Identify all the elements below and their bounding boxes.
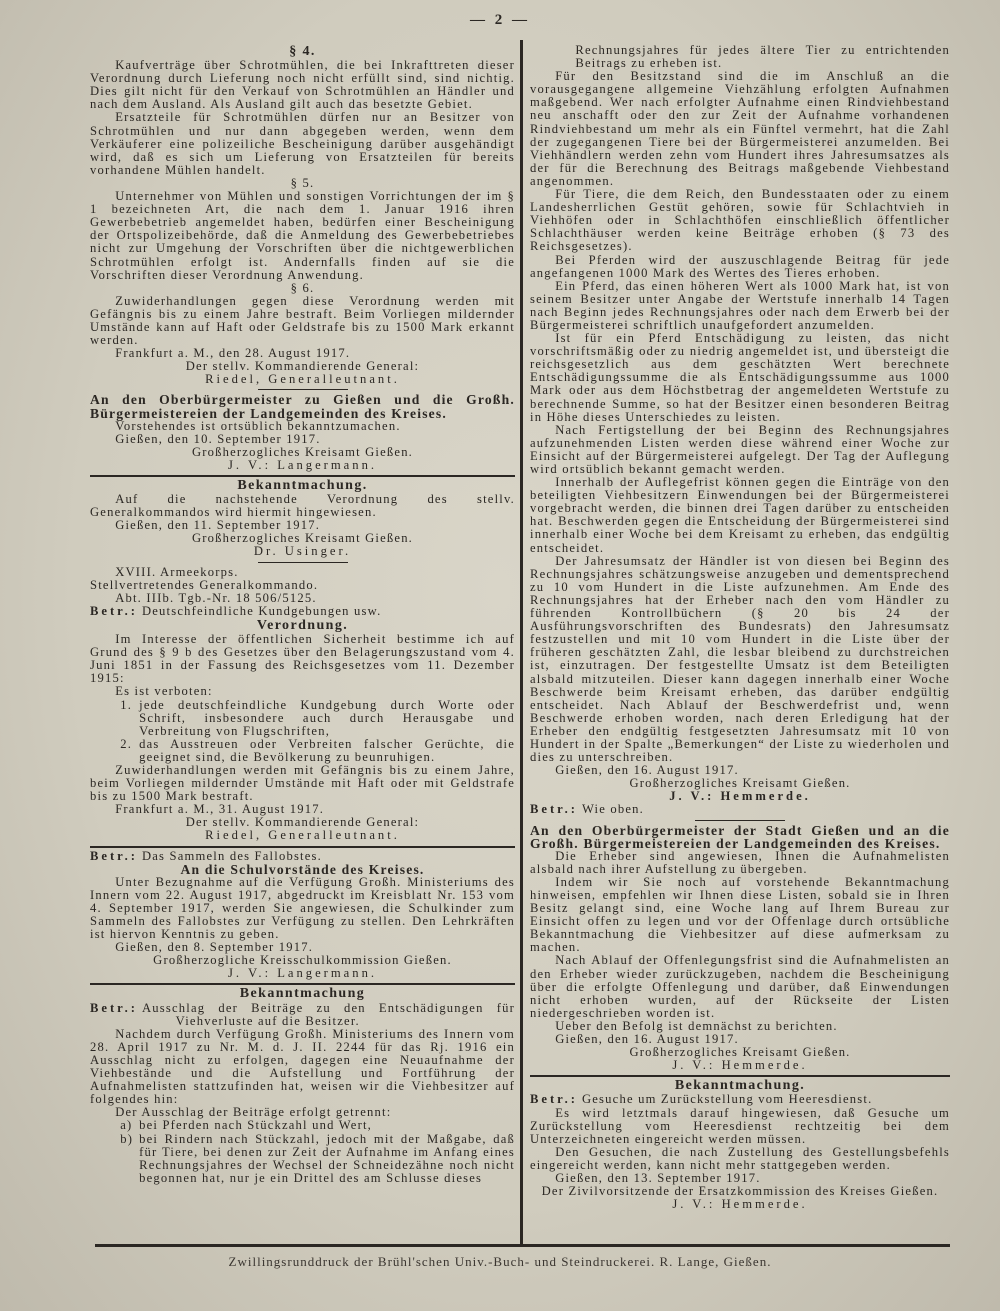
paragraph: Den Gesuchen, die nach Zustellung des Gestellungsbefehls eingereicht werden, kann nicht mehr stattgegeben werden. <box>530 1144 950 1172</box>
address-heading: An den Oberbürgermeister zu Gießen und die Großh. Bürgermeistereien der Landgemeinden des Kreises. <box>90 392 515 421</box>
section-rule <box>530 1075 950 1077</box>
paragraph: Im Interesse der öffentlichen Sicherheit bestimme ich auf Grund des § 9 b des Gesetzes über den Belagerungszustand vom 4. Juni 1851 in der Fassung des Reichsgesetzes vom 11. Dezember 1915: <box>90 632 515 686</box>
subject-label: Betr.: <box>530 802 578 817</box>
paragraph: Frankfurt a. M., 31. August 1917. <box>115 802 325 817</box>
centered-line: § 6. <box>290 280 315 295</box>
address-heading: An die Schulvorstände des Kreises. <box>180 861 425 877</box>
subject-label: Betr.: <box>90 603 138 618</box>
paragraph: Für Tiere, die dem Reich, den Bundesstaaten oder zu einem Landesherrlichen Gestüt gehören, sowie für Schlachtvieh in Viehhöfen oder in Schlachthöfen einschließlich öffentlicher Schlachthäuser werden keine Beiträge erhoben (§ 73 des Reichsgesetzes). <box>530 187 950 254</box>
paragraph: Bei Pferden wird der auszuschlagende Beitrag für jede angefangenen 1000 Mark des Wertes des Tieres erhoben. <box>530 252 950 280</box>
list-item <box>90 699 515 738</box>
paragraph: Vorstehendes ist ortsüblich bekanntzumachen. <box>115 418 401 433</box>
subject-text: Gesuche um Zurückstellung vom Heeresdienst. <box>581 1092 873 1107</box>
subject-text: Deutschfeindliche Kundgebungen usw. <box>141 603 382 618</box>
list-marker: 1. <box>120 697 133 712</box>
list-text: jede deutschfeindliche Kundgebung durch Worte oder Schrift, insbesondere auch durch Herausgabe und Verbreitung von Flugschriften, <box>139 697 515 738</box>
right-column <box>530 44 950 1211</box>
paragraph: Ersatzteile für Schrotmühlen dürfen nur an Besitzer von Schrotmühlen und nur dann abgegeben werden, wenn dem Verkäuferer eine polizeiliche Bescheinigung darüber ausgehändigt wird, daß es sich um Lieferung von Ersatzteilen für bereits vorhandene Mühlen handelt. <box>90 110 515 177</box>
paragraph: Innerhalb der Auflegefrist können gegen die Einträge von den beteiligten Viehbesitzern Einwendungen bei der Bürgermeisterei vorgebracht werden, die binnen drei Tagen darüber zu entscheiden hat. Beschwerden gegen die Entscheidung der Bürgermeisterei sind innerhalb einer Woche bei dem Kreisamt zu erheben, das endgültig entscheidet. <box>530 475 950 555</box>
list-text: das Ausstreuen oder Verbreiten falscher Gerüchte, die geeignet sind, die Bevölkerung zu beunruhigen. <box>139 736 515 764</box>
subject-line <box>90 1002 515 1028</box>
paragraph: Zuwiderhandlungen gegen diese Verordnung werden mit Gefängnis bis zu einem Jahre bestraft. Beim Vorliegen mildernder Umstände kann auf Haft oder Geldstrafe bis zu 1500 Mark erkannt werden. <box>90 293 515 348</box>
list-item <box>90 1119 515 1132</box>
paragraph-continuation: Rechnungsjahres für jedes ältere Tier zu entrichtenden Beitrags zu erheben ist. <box>575 43 950 71</box>
paragraph: Kaufverträge über Schrotmühlen, die bei Inkrafttreten dieser Verordnung durch Lieferung noch nicht erfüllt sind, sind nichtig. Dies gilt nicht für den Verkauf von Schrotmühlen an Händler und nach dem Ausland. Als Ausland gilt auch das besetzte Gebiet. <box>90 58 515 112</box>
subject-label: Betr.: <box>90 1000 138 1015</box>
list-text: bei Pferden nach Stückzahl und Wert, <box>139 1118 373 1133</box>
column-divider <box>520 40 523 1245</box>
section-heading: § 4. <box>289 44 316 59</box>
paragraph: Ueber den Befolg ist demnächst zu berichten. <box>555 1018 838 1033</box>
centered-line: § 5. <box>290 175 315 190</box>
text-line: Abt. IIIb. Tgb.-Nr. 18 506/5125. <box>115 590 317 605</box>
signature: Riedel, Generalleutnant. <box>205 372 400 387</box>
paragraph: Für den Besitzstand sind die im Anschluß an die vorausgegangene allgemeine Viehzählung erfolgten Aufnahmen maßgebend. Wer nach erfolgter Aufnahme einen Rindviehbestand neu anschafft oder den zur Zeit der Aufnahme vorhandenen Rindviehbestand um mehr als ein Fünftel vermehrt, hat die Zahl der zugegangenen Tiere bei der Bürgermeisterei anzumelden. Bei Viehhändlern werden zehn vom Hundert ihres Jahresumsatzes als der für die Berechnung des Beitrags maßgebende Viehbestand angenommen. <box>530 69 950 188</box>
centered-line: Der Zivilvorsitzende der Ersatzkommission des Kreises Gießen. <box>541 1184 939 1199</box>
signature: J. V.: Hemmerde. <box>672 1197 808 1212</box>
paragraph: Nachdem durch Verfügung Großh. Ministeriums des Innern vom 28. April 1917 zu Nr. M. d. J. II. 2244 für das Rj. 1916 ein Ausschlag nicht zu erfolgen, dagegen eine Neuaufnahme der Viehbestände und die Aufstellung und Fortführung der Aufnahmelisten stattzufinden hat, weisen wir die Viehbesitzer auf folgendes hin: <box>90 1026 515 1107</box>
list-marker: b) <box>120 1131 134 1146</box>
section-heading: Verordnung. <box>256 617 349 633</box>
short-rule <box>258 389 348 390</box>
paragraph: Indem wir Sie noch auf vorstehende Bekanntmachung hinweisen, empfehlen wir Ihnen diese Listen, sobald sie in Ihren Besitz gelangt sind, eine Woche lang auf Ihrem Bureau zur Einsicht offen zu legen und vor der Offenlage durch ortsübliche Bekanntmachung die Viehbesitzer auf diese aufmerksam zu machen. <box>530 874 950 955</box>
signature: J. V.: Langermann. <box>227 457 378 472</box>
centered-line: Großherzogliche Kreisschulkommission Gießen. <box>153 953 452 968</box>
centered-line: Großherzogliches Kreisamt Gießen. <box>629 1045 851 1060</box>
subject-text: Wie oben. <box>581 802 645 817</box>
section-heading: Bekanntmachung <box>239 986 366 1002</box>
paragraph: Die Erheber sind angewiesen, Ihnen die Aufnahmelisten alsbald nach ihrer Aufstellung zu übergeben. <box>530 848 950 876</box>
subject-line <box>90 850 515 863</box>
section-heading: Bekanntmachung. <box>237 478 368 493</box>
printer-imprint: Zwillingsrunddruck der Brühl'schen Univ.-Buch- und Steindruckerei. R. Lange, Gießen. <box>228 1254 772 1269</box>
subject-label: Betr.: <box>90 848 138 863</box>
paragraph: Unter Bezugnahme auf die Verfügung Großh. Ministeriums des Innern vom 22. August 1917, abgedruckt im Kreisblatt Nr. 153 vom 4. September 1917, werden Sie angewiesen, die Schulkinder zum Sammeln des Fallobstes zur Verfügung zu stellen. Den Lehrkräften ist hiervon Kenntnis zu geben. <box>90 874 515 942</box>
subject-line <box>90 605 515 618</box>
paragraph: Unternehmer von Mühlen und sonstigen Vorrichtungen der im § 1 bezeichneten Art, die nach dem 1. Januar 1916 ihren Gewerbebetrieb angemeldet haben, bedürfen einer Bescheinigung der Ortspolizeibehörde, daß die Anmeldung des Gewerbebetriebes nicht zur Umgehung der Vorschriften über die nichtgewerblichen Schrotmühlen erfolgt ist. Andernfalls finden auf sie die Vorschriften dieser Verordnung Anwendung. <box>90 189 515 282</box>
paragraph: Auf die nachstehende Verordnung des stellv. Generalkommandos wird hiermit hingewiesen. <box>90 492 515 520</box>
paragraph: Der Jahresumsatz der Händler ist von diesen bei Beginn des Rechnungsjahres schätzungsweise anzugeben und dementsprechend zu 10 vom Hundert in die Liste aufzunehmen. Am Ende des Rechnungsjahres hat der Erheber nach den vom Händler zu führenden Kontrollbüchern (§ 20 bis 24 der Ausführungsvorschriften des Bundesrats) den Jahresumsatz festzustellen und mit 10 vom Hundert in die Liste über der früheren geschätzten Zahl, die lesbar bleibend zu durchstreichen ist, einzutragen. Der festgestellte Umsatz ist dem Beteiligten alsbald mitzuteilen. Dieser kann dagegen innerhalb einer Woche Beschwerde beim Kreisamt erheben, das darüber endgültig entscheidet. Nach Ablauf der Beschwerdefrist und, wenn Beschwerde erhoben worden, nach deren Erledigung hat der Erheber den endgültig festgesetzten Jahresumsatz mit 10 von Hundert in der Spalte „Bemerkungen“ der Liste zu wiederholen und dies zu unterschreiben. <box>530 553 950 765</box>
paragraph: Es ist verboten: <box>115 684 213 699</box>
paragraph: Ein Pferd, das einen höheren Wert als 1000 Mark hat, ist von seinem Besitzer unter Angabe der Wertstufe innerhalb 14 Tagen nach Beginn jedes Rechnungsjahres oder nach dem Erwerb bei der Bürgermeisterei schriftlich unaufgefordert anzumelden. <box>530 278 950 332</box>
subject-line <box>530 803 950 816</box>
subject-text: Ausschlag der Beiträge zu den Entschädigungen für Viehverluste auf die Besitzer. <box>141 1000 515 1028</box>
paragraph: Gießen, den 13. September 1917. <box>555 1170 761 1185</box>
paragraph: Gießen, den 8. September 1917. <box>115 940 314 955</box>
short-rule <box>258 562 348 563</box>
paragraph: Nach Fertigstellung der bei Beginn des Rechnungsjahres aufzunehmenden Listen werden diese während einer Woche zur Einsicht auf der Bürgermeisterei aufgelegt. Der Tag der Auflegung wird ortsüblich bekannt gemacht werden. <box>530 422 950 476</box>
text-line: Stellvertretendes Generalkommando. <box>90 577 319 592</box>
list-marker: 2. <box>120 736 133 751</box>
signature: J. V.: Hemmerde. <box>669 789 811 804</box>
bottom-rule <box>95 1244 950 1247</box>
section-rule <box>90 983 515 985</box>
signature: J. V.: Langermann. <box>227 966 378 981</box>
list-marker: a) <box>120 1118 133 1133</box>
section-rule <box>90 846 515 848</box>
centered-line: Großherzogliches Kreisamt Gießen. <box>629 776 851 791</box>
paragraph: Gießen, den 11. September 1917. <box>115 518 321 533</box>
centered-line: Großherzogliches Kreisamt Gießen. <box>191 444 414 459</box>
short-rule <box>695 820 785 821</box>
centered-line: Großherzogliches Kreisamt Gießen. <box>191 531 414 546</box>
paragraph: Frankfurt a. M., den 28. August 1917. <box>115 346 351 361</box>
signature: Riedel, Generalleutnant. <box>205 828 400 843</box>
left-column <box>90 44 515 1185</box>
paragraph: Zuwiderhandlungen werden mit Gefängnis bis zu einem Jahre, beim Vorliegen mildernder Umstände mit Haft oder mit Geldstrafe bis zu 1500 Mark bestraft. <box>90 762 515 804</box>
centered-line: Der stellv. Kommandierende General: <box>185 815 420 830</box>
paragraph: Gießen, den 16. August 1917. <box>555 763 739 778</box>
paragraph: Nach Ablauf der Offenlegungsfrist sind die Aufnahmelisten an den Erheber wieder zurückzugeben, nachdem die Bescheinigung über die erfolgte Offenlegung und darüber, daß Einwendungen nicht erhoben wurden, auf der Rückseite der Listen niedergeschrieben worden ist. <box>530 953 950 1020</box>
signature: J. V.: Hemmerde. <box>672 1058 808 1073</box>
paragraph: Der Ausschlag der Beiträge erfolgt getrennt: <box>115 1105 392 1120</box>
list-text: bei Rindern nach Stückzahl, jedoch mit der Maßgabe, daß für Tiere, bei denen zur Zeit der Aufnahme im Anfang eines Rechnungsjahres der Wechsel der Schneidezähne noch nicht begonnen hat, nur je ein Drittel des am Schlusse dieses <box>139 1131 515 1185</box>
text-line: XVIII. Armeekorps. <box>115 564 239 579</box>
centered-line: Der stellv. Kommandierende General: <box>185 359 420 374</box>
section-rule <box>90 475 515 477</box>
section-heading: Bekanntmachung. <box>674 1078 806 1094</box>
paragraph: Gießen, den 10. September 1917. <box>115 431 321 446</box>
page-number: — 2 — <box>470 12 530 28</box>
list-item <box>90 1133 515 1185</box>
paragraph: Es wird letztmals darauf hingewiesen, daß Gesuche um Zurückstellung vom Heeresdienst rechtzeitig bei dem Unterzeichneten eingereicht werden müssen. <box>530 1105 950 1146</box>
subject-label: Betr.: <box>530 1092 578 1107</box>
paragraph: Gießen, den 16. August 1917. <box>555 1032 739 1047</box>
list-item <box>90 738 515 764</box>
address-heading: An den Oberbürgermeister der Stadt Gießen und an die Großh. Bürgermeistereien der Landgemeinden des Kreises. <box>530 822 950 851</box>
signature: Dr. Usinger. <box>253 544 352 559</box>
subject-text: Das Sammeln des Fallobstes. <box>141 848 322 863</box>
paragraph: Ist für ein Pferd Entschädigung zu leisten, das nicht vorschriftsmäßig oder zu niedrig angemeldet ist, und übersteigt die reichsgesetzlich aus dem geschätzten Wert berechnete Entschädigungssumme die als Entschädigungssumme aus 1000 Mark oder aus dem Höchstbetrag der angemeldeten Wertstufe zu berechnende Summe, so hat der Besitzer einen besonderen Beitrag in Höhe dieses Unterschiedes zu leisten. <box>530 331 950 424</box>
subject-line <box>530 1093 950 1106</box>
